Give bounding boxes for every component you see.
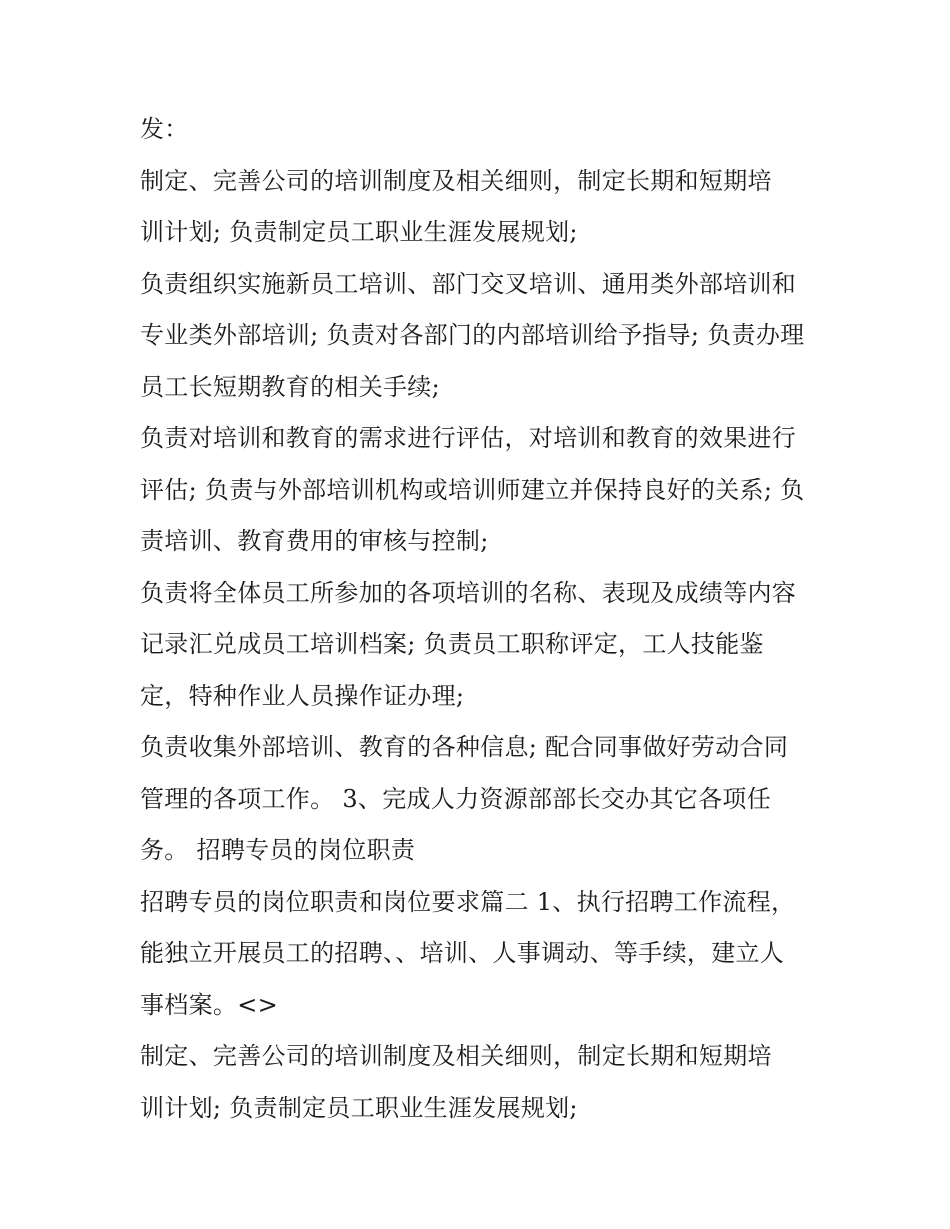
text-line: 招聘专员的岗位职责和岗位要求篇二 1、执行招聘工作流程， — [140, 887, 796, 916]
text-line: 负责组织实施新员工培训、部门交叉培训、通用类外部培训和 — [140, 269, 797, 298]
text-line: 评估; 负责与外部培训机构或培训师建立并保持良好的关系; 负 — [140, 475, 805, 504]
text-line: 训计划; 负责制定员工职业生涯发展规划; — [140, 218, 578, 246]
text-line: 管理的各项工作。 3、完成人力资源部部长交办其它各项任 — [140, 784, 771, 813]
text-line: 务。 招聘专员的岗位职责 — [140, 836, 416, 864]
text-line: 记录汇兑成员工培训档案; 负责员工职称评定，工人技能鉴 — [140, 630, 764, 658]
text-line: 制定、完善公司的培训制度及相关细则，制定长期和短期培 — [140, 166, 772, 195]
text-line: 负责对培训和教育的需求进行评估，对培训和教育的效果进行 — [140, 424, 797, 452]
text-line: 专业类外部培训; 负责对各部门的内部培训给予指导; 负责办理 — [140, 321, 805, 349]
text-line: 责培训、教育费用的审核与控制; — [140, 527, 489, 555]
text-line: 训计划; 负责制定员工职业生涯发展规划; — [140, 1093, 578, 1122]
text-line: 负责收集外部培训、教育的各种信息; 配合同事做好劳动合同 — [140, 733, 789, 761]
text-line: 员工长短期教育的相关手续; — [140, 372, 440, 401]
document-body — [140, 104, 830, 1134]
text-line: 事档案。<> — [140, 990, 279, 1019]
text-line: 发： — [140, 115, 189, 143]
text-line: 负责将全体员工所参加的各项培训的名称、表现及成绩等内容 — [140, 578, 797, 607]
text-line: 定，特种作业人员操作证办理; — [140, 681, 465, 710]
text-line: 能独立开展员工的招聘、、培训、人事调动、等手续，建立人 — [140, 939, 785, 967]
text-line: 制定、完善公司的培训制度及相关细则，制定长期和短期培 — [140, 1042, 772, 1070]
